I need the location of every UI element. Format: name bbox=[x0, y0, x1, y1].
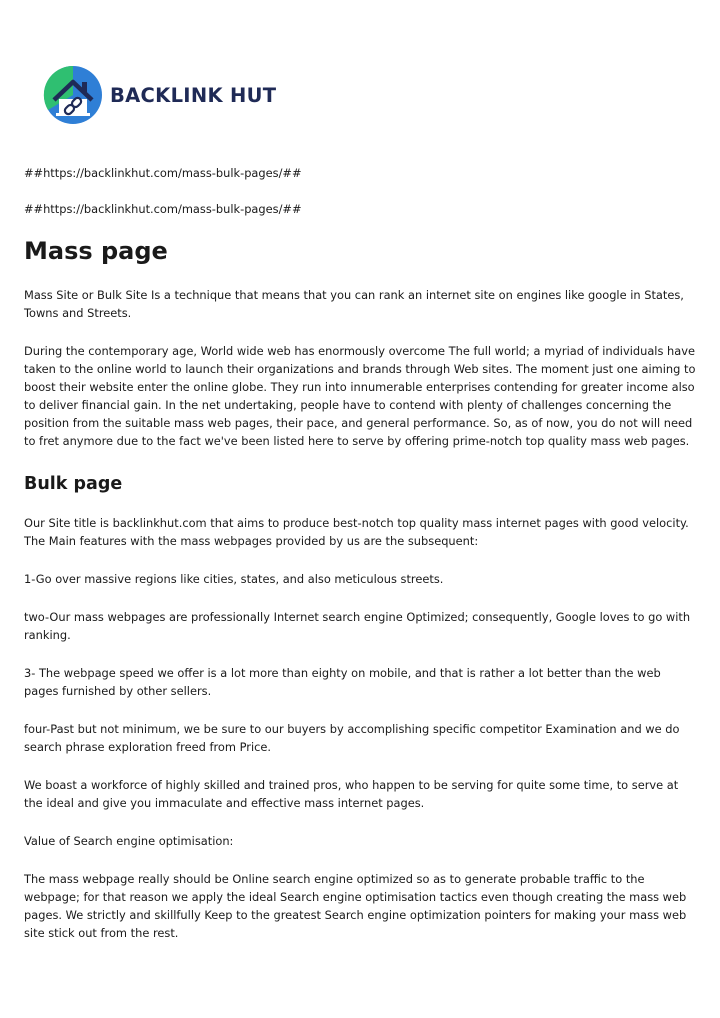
body-paragraph: four-Past but not minimum, we be sure to our buyers by accomplishing specific competitor Examination and we do search phrase exploration freed from Price. bbox=[24, 722, 680, 754]
page-url: ##https://backlinkhut.com/mass-bulk-pages/## bbox=[24, 166, 302, 180]
body-paragraph: 1-Go over massive regions like cities, states, and also meticulous streets. bbox=[24, 572, 444, 586]
body-paragraph: Value of Search engine optimisation: bbox=[24, 834, 234, 848]
page-title: Mass page bbox=[24, 237, 168, 265]
article bbox=[24, 164, 696, 962]
body-paragraph: two-Our mass webpages are professionally Internet search engine Optimized; consequently, Google loves to go with ranking. bbox=[24, 610, 691, 642]
body-paragraph: Our Site title is backlinkhut.com that aims to produce best-notch top quality mass internet pages with good velocity. The Main features with the mass webpages provided by us are the subsequent: bbox=[24, 516, 689, 548]
logo-wordmark: BACKLINK HUT bbox=[110, 83, 277, 107]
body-paragraph: 3- The webpage speed we offer is a lot more than eighty on mobile, and that is rather a lot better than the web pages furnished by other sellers. bbox=[24, 666, 661, 698]
backlink-hut-logo bbox=[42, 64, 276, 126]
house-link-logo-icon bbox=[42, 64, 104, 126]
intro-paragraph: During the contemporary age, World wide web has enormously overcome The full world; a myriad of individuals have taken to the online world to launch their organizations and brands through Web sites. The moment just one aiming to boost their website enter the online globe. They run into innumerable enterprises contending for greater income also to deliver financial gain. In the net undertaking, people have to contend with plenty of challenges concerning the position from the suitable mass web pages, their pace, and general performance. So, as of now, you do not will need to fret anymore due to the fact we've been listed here to serve by offering prime-notch top quality mass web pages. bbox=[24, 344, 696, 448]
intro-paragraph: Mass Site or Bulk Site Is a technique that means that you can rank an internet site on engines like google in States, Towns and Streets. bbox=[24, 288, 684, 320]
page-url: ##https://backlinkhut.com/mass-bulk-pages/## bbox=[24, 202, 302, 216]
section-heading: Bulk page bbox=[24, 474, 123, 494]
body-paragraph: We boast a workforce of highly skilled and trained pros, who happen to be serving for quite some time, to serve at the ideal and give you immaculate and effective mass internet pages. bbox=[24, 778, 679, 810]
body-paragraph: The mass webpage really should be Online search engine optimized so as to generate probable traffic to the webpage; for that reason we apply the ideal Search engine optimisation tactics even though creating the mass web pages. We strictly and skillfully Keep to the greatest Search engine optimization pointers for making your mass web site stick out from the rest. bbox=[24, 872, 687, 940]
